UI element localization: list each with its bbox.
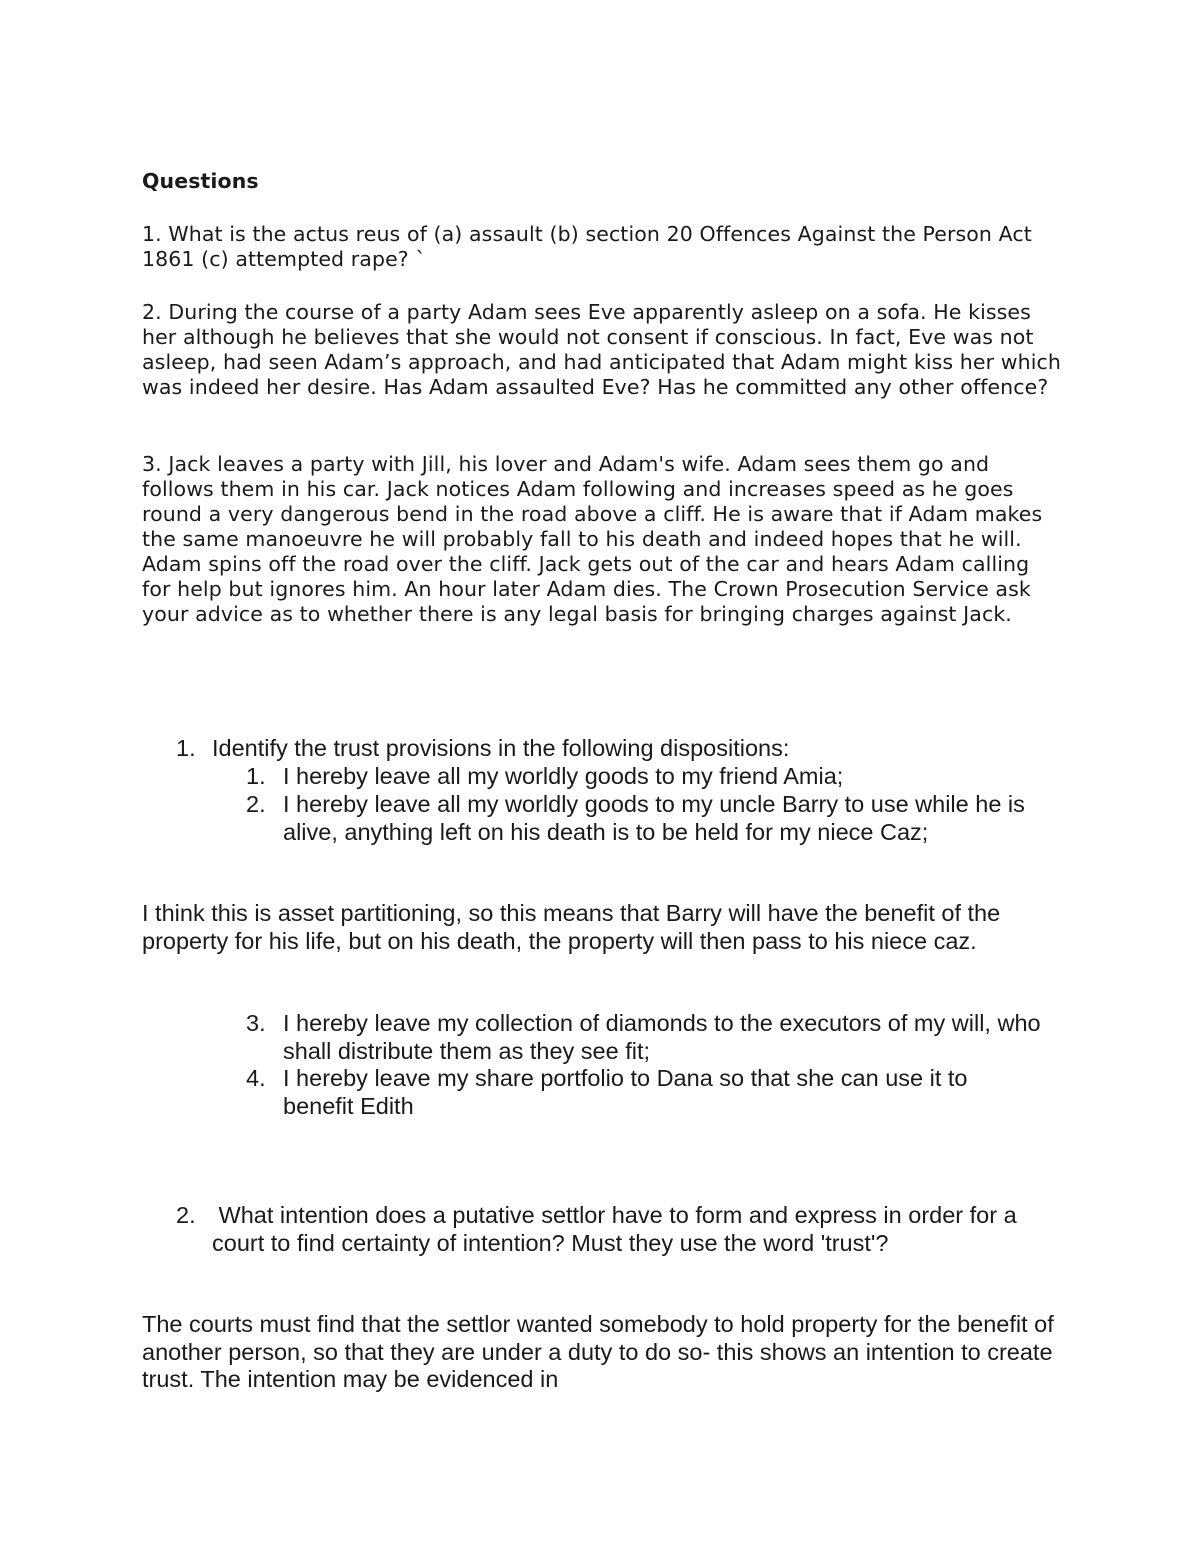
list-marker: 4.: [246, 1065, 266, 1091]
disposition-1-text: I hereby leave all my worldly goods to my friend Amia;: [283, 763, 844, 789]
trust-item-1-text: Identify the trust provisions in the following dispositions:: [212, 735, 790, 761]
disposition-1: [246, 763, 1106, 791]
question-3: 3. Jack leaves a party with Jill, his lover and Adam's wife. Adam sees them go and follows them in his car. Jack notices Adam following and increases speed as he goes round a very dangerous bend in the road above a cliff. He is aware that if Adam makes the same manoeuvre he will probably fall to his death and indeed hopes that he will. Adam spins off the road over the cliff. Jack gets out of the car and hears Adam calling for help but ignores him. An hour later Adam dies. The Crown Prosecution Service ask your advice as to whether there is any legal basis for bringing charges against Jack.: [142, 452, 1043, 626]
trust-item-2-text: What intention does a putative settlor have to form and express in order for a court to find certainty of intention? Must they use the word 'trust'?: [212, 1202, 1024, 1256]
trust-item-2: [176, 1202, 1036, 1257]
trust-item-1: [176, 735, 1036, 763]
question-1: 1. What is the actus reus of (a) assault (b) section 20 Offences Against the Person Act 1861 (c) attempted rape? `: [142, 222, 1032, 271]
disposition-3: [246, 1010, 1106, 1065]
answer-intention: The courts must find that the settlor wanted somebody to hold property for the benefit of another person, so that they are under a duty to do so- this shows an intention to create trust. The intention may be evidenced in: [142, 1311, 1054, 1392]
questions-heading: Questions: [142, 169, 259, 193]
list-marker: 1.: [246, 763, 266, 789]
answer-asset-partitioning: I think this is asset partitioning, so this means that Barry will have the benefit of the property for his life, but on his death, the property will then pass to his niece caz.: [142, 900, 1001, 954]
list-marker: 2.: [176, 1202, 196, 1228]
disposition-3-text: I hereby leave my collection of diamonds to the executors of my will, who shall distribute them as they see fit;: [283, 1010, 1041, 1064]
disposition-2: [246, 791, 1106, 846]
question-2: 2. During the course of a party Adam sees Eve apparently asleep on a sofa. He kisses her although he believes that she would not consent if conscious. In fact, Eve was not asleep, had seen Adam’s approach, and had anticipated that Adam might kiss her which was indeed her desire. Has Adam assaulted Eve? Has he committed any other offence?: [142, 300, 1061, 399]
list-marker: 3.: [246, 1010, 266, 1036]
disposition-2-text: I hereby leave all my worldly goods to my uncle Barry to use while he is alive, anything left on his death is to be held for my niece Caz;: [283, 791, 1025, 845]
list-marker: 1.: [176, 735, 196, 761]
disposition-4: [246, 1065, 1106, 1120]
disposition-4-text: I hereby leave my share portfolio to Dana so that she can use it to benefit Edith: [283, 1065, 968, 1119]
list-marker: 2.: [246, 791, 266, 817]
